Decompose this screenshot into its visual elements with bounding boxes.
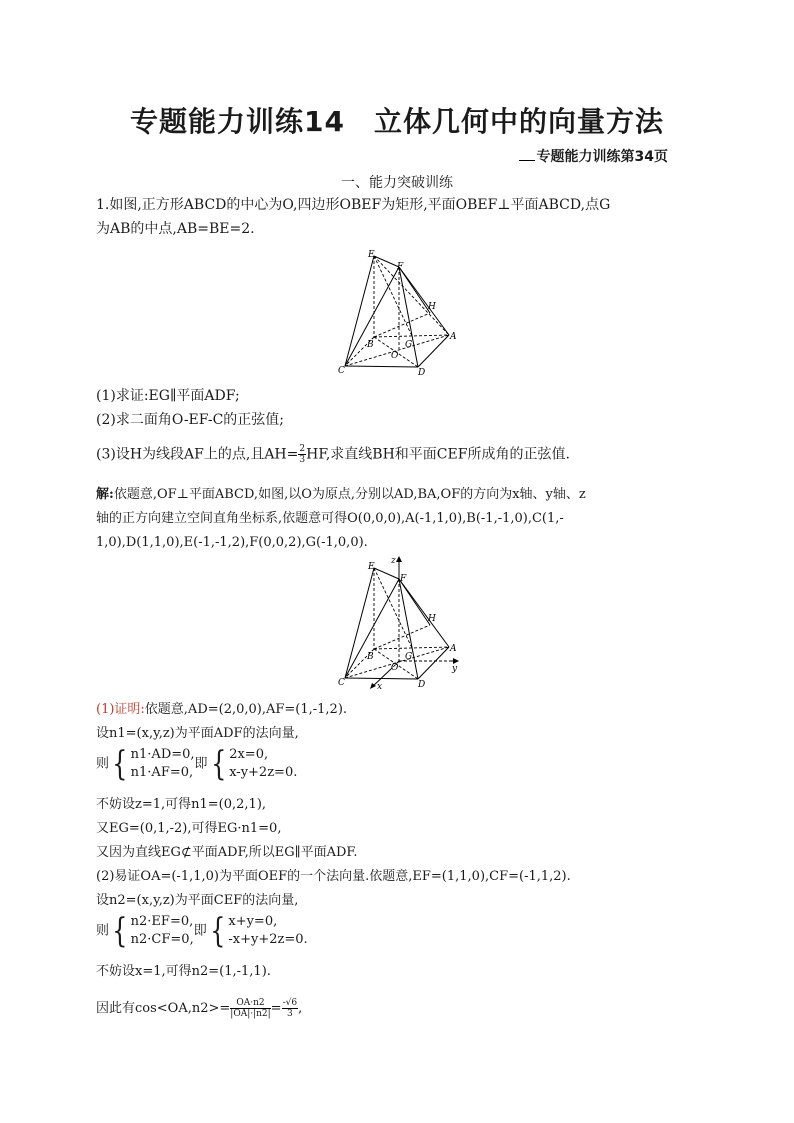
frac-num: 2 xyxy=(299,444,306,454)
cosine-prefix: 因此有cos<OA,n2>= xyxy=(96,1001,231,1016)
sys1-eq-b: n1·AF=0, xyxy=(130,765,194,780)
cosine-denominator: |OA|·|n2| xyxy=(230,1009,271,1019)
label-G: G xyxy=(405,340,413,350)
solution-label: 解: xyxy=(96,487,114,502)
label-F: F xyxy=(397,262,404,272)
left-brace: { xyxy=(209,911,226,951)
label-E: E xyxy=(368,250,375,260)
blank-underline xyxy=(519,160,535,161)
cosine-fraction xyxy=(230,998,270,1019)
left-brace: { xyxy=(112,911,128,951)
question-2: (2)求二面角O-EF-C的正弦值; xyxy=(96,412,285,428)
question-1: (1)求证:EG∥平面ADF; xyxy=(96,388,240,404)
label-H: H xyxy=(428,302,436,312)
then-word: 则 xyxy=(96,756,110,772)
cosine-value-denominator: 3 xyxy=(286,1009,293,1019)
sys1-eq-c: 2x=0, xyxy=(229,747,269,762)
cosine-numerator: OA·n2 xyxy=(230,998,270,1009)
sys2-eq-c: x+y=0, xyxy=(228,914,278,929)
label-A: A xyxy=(450,332,457,342)
sys2-eq-b: n2·CF=0, xyxy=(130,932,194,947)
label-z: z xyxy=(391,556,396,566)
proof-1-line-2: 设n1=(x,y,z)为平面ADF的法向量, xyxy=(96,726,299,741)
part-2-line-3: 不妨设x=1,可得n2=(1,-1,1). xyxy=(96,964,271,979)
equals-sign: = xyxy=(270,1001,282,1016)
cosine-value-numerator: -√6 xyxy=(282,998,298,1008)
left-brace: { xyxy=(112,744,128,784)
frac-den: 3 xyxy=(299,455,306,465)
namely-word: 即 xyxy=(194,756,208,772)
label-D: D xyxy=(418,680,426,690)
label-y: y xyxy=(452,664,458,674)
part-2-cosine-line xyxy=(96,998,302,1019)
sys2-eq-a: n2·EF=0, xyxy=(130,914,194,929)
problem-line-2: 为AB的中点,AB=BE=2. xyxy=(96,221,255,237)
label-A: A xyxy=(450,644,457,654)
equation-system-1 xyxy=(96,746,297,782)
left-brace: { xyxy=(210,744,226,784)
proof-1-line-5: 又因为直线EG⊄平面ADF,所以EG∥平面ADF. xyxy=(96,845,358,860)
part-2-line-2: 设n2=(x,y,z)为平面CEF的法向量, xyxy=(96,893,299,908)
label-B: B xyxy=(367,652,374,662)
proof-1-line-4: 又EG=(0,1,-2),可得EG·n1=0, xyxy=(96,821,282,836)
problem-line-1: 1.如图,正方形ABCD的中心为O,四边形OBEF为矩形,平面OBEF⊥平面ABCD,点G xyxy=(96,197,611,213)
label-D: D xyxy=(418,368,426,377)
question-3 xyxy=(96,444,570,465)
part-2-line-1: (2)易证OA=(-1,1,0)为平面OEF的一个法向量.依题意,EF=(1,1,0),CF=(-1,1,2). xyxy=(96,869,571,884)
solution-line-3: 1,0),D(1,1,0),E(-1,-1,2),F(0,0,2),G(-1,0,0). xyxy=(96,535,368,550)
question-3-part-a: (3)设H为线段AF上的点,且AH= xyxy=(96,446,299,463)
system-1-right xyxy=(229,746,297,782)
label-O: O xyxy=(391,351,399,361)
system-2-right xyxy=(228,913,307,949)
label-B: B xyxy=(367,340,374,350)
section-heading: 一、能力突破训练 xyxy=(341,175,453,191)
label-F: F xyxy=(400,574,407,584)
proof-1-line-1 xyxy=(96,700,347,720)
cosine-value-fraction xyxy=(282,998,299,1019)
solution-line-1 xyxy=(96,485,586,505)
then-word: 则 xyxy=(96,923,110,939)
label-E: E xyxy=(368,562,375,572)
label-C: C xyxy=(338,366,345,376)
label-x: x xyxy=(377,682,383,692)
trailing-comma: , xyxy=(298,1001,303,1016)
namely-word: 即 xyxy=(193,923,207,939)
label-G: G xyxy=(405,652,413,662)
sys2-eq-d: -x+y+2z=0. xyxy=(228,932,308,947)
system-1-left xyxy=(131,746,195,782)
proof-label: (1)证明: xyxy=(96,702,145,717)
fraction-two-thirds xyxy=(298,444,306,465)
solution-text-1: 依题意,OF⊥平面ABCD,如图,以O为原点,分别以AD,BA,OF的方向为x轴、y轴、z xyxy=(113,487,586,502)
figure-1-pyramid xyxy=(330,245,470,377)
proof-1-line-3: 不妨设z=1,可得n1=(0,2,1), xyxy=(96,797,267,812)
page-title: 专题能力训练14 立体几何中的向量方法 xyxy=(130,105,664,138)
equation-system-2 xyxy=(96,913,308,949)
page-reference-text: 专题能力训练第34页 xyxy=(536,149,668,165)
label-H: H xyxy=(428,614,436,624)
sys1-eq-d: x-y+2z=0. xyxy=(229,765,298,780)
proof-1-text: 依题意,AD=(2,0,0),AF=(1,-1,2). xyxy=(144,702,348,717)
question-3-part-b: HF,求直线BH和平面CEF所成角的正弦值. xyxy=(306,446,570,463)
solution-line-2: 轴的正方向建立空间直角坐标系,依题意可得O(0,0,0),A(-1,1,0),B(-1,-1,0),C(1,- xyxy=(96,511,564,526)
sys1-eq-a: n1·AD=0, xyxy=(130,747,195,762)
label-C: C xyxy=(338,678,345,688)
page-reference xyxy=(519,146,668,166)
label-O: O xyxy=(391,663,399,673)
figure-2-coordinate-system xyxy=(330,555,470,693)
system-2-left xyxy=(131,913,194,949)
